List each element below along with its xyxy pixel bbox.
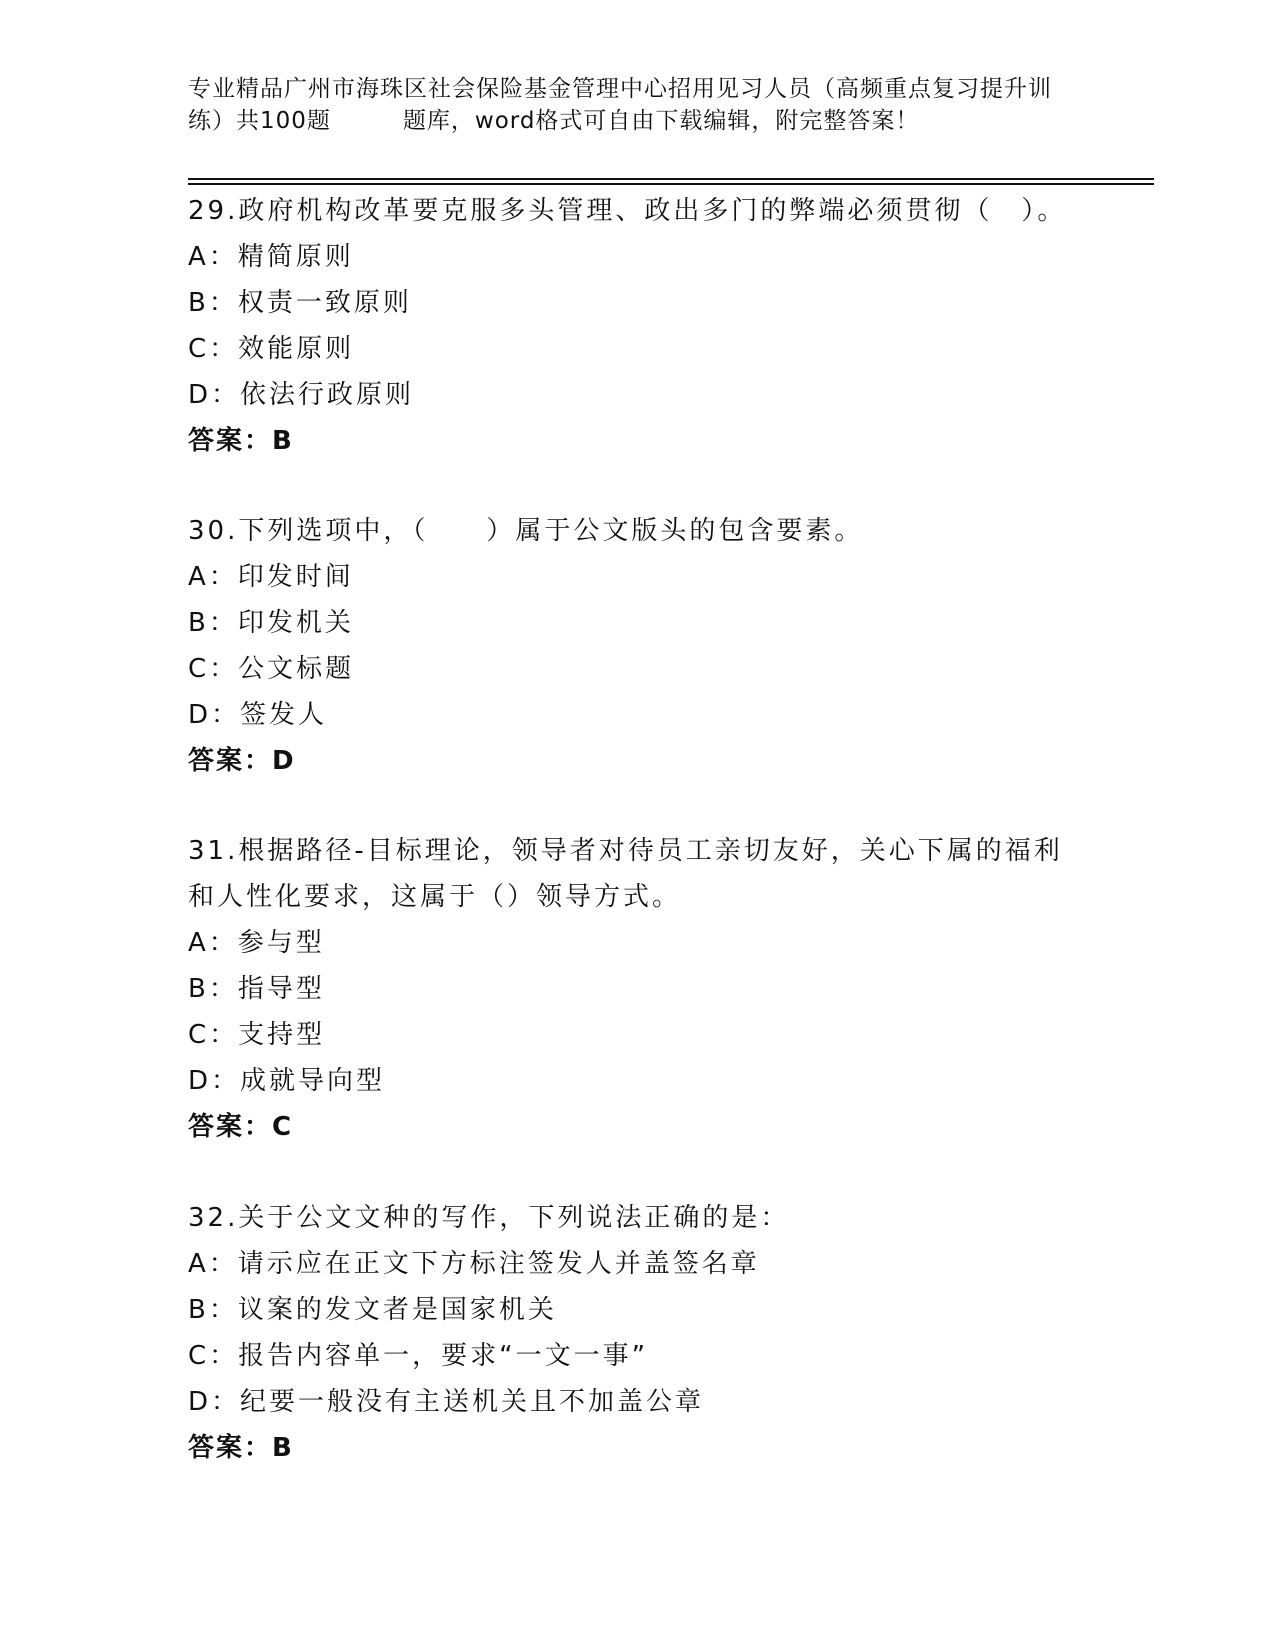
header-divider-top <box>188 178 1154 180</box>
option-d: D：成就导向型 <box>188 1066 386 1096</box>
option-a: A：请示应在正文下方标注签发人并盖签名章 <box>188 1249 760 1279</box>
document-header <box>188 73 1088 137</box>
question-stem-line-2: 和人性化要求，这属于（）领导方式。 <box>188 882 682 912</box>
question-30 <box>188 508 1088 784</box>
option-b: B：指导型 <box>188 974 325 1004</box>
header-line-1: 专业精品广州市海珠区社会保险基金管理中心招用见习人员（高频重点复习提升训 <box>188 76 1052 102</box>
option-d: D：依法行政原则 <box>188 380 415 410</box>
option-c: C：公文标题 <box>188 654 355 684</box>
option-c: C：效能原则 <box>188 334 355 364</box>
option-d: D：纪要一般没有主送机关且不加盖公章 <box>188 1387 705 1417</box>
option-c: C：支持型 <box>188 1020 326 1050</box>
option-a: A：印发时间 <box>188 562 354 592</box>
option-c: C：报告内容单一，要求“一文一事” <box>188 1341 649 1371</box>
option-a: A：参与型 <box>188 928 325 958</box>
answer: 答案：C <box>188 1112 294 1142</box>
answer: 答案：D <box>188 746 296 776</box>
question-stem: 30.下列选项中，（ ）属于公文版头的包含要素。 <box>188 516 864 546</box>
question-29 <box>188 188 1088 464</box>
option-b: B：议案的发文者是国家机关 <box>188 1295 557 1325</box>
question-stem-line-1: 31.根据路径-目标理论，领导者对待员工亲切友好，关心下属的福利 <box>188 836 1063 866</box>
question-31 <box>188 828 1088 1150</box>
question-32 <box>188 1195 1088 1471</box>
question-stem: 32.关于公文文种的写作，下列说法正确的是： <box>188 1203 790 1233</box>
option-b: B：权责一致原则 <box>188 288 412 318</box>
option-b: B：印发机关 <box>188 608 354 638</box>
header-line-2: 练）共100题 题库，word格式可自由下载编辑，附完整答案！ <box>188 108 920 134</box>
answer: 答案：B <box>188 426 294 456</box>
header-divider-bottom <box>188 183 1154 185</box>
option-a: A：精简原则 <box>188 242 354 272</box>
answer: 答案：B <box>188 1433 294 1463</box>
question-stem: 29.政府机构改革要克服多头管理、政出多门的弊端必须贯彻（ ）。 <box>188 196 1067 226</box>
option-d: D：签发人 <box>188 700 328 730</box>
